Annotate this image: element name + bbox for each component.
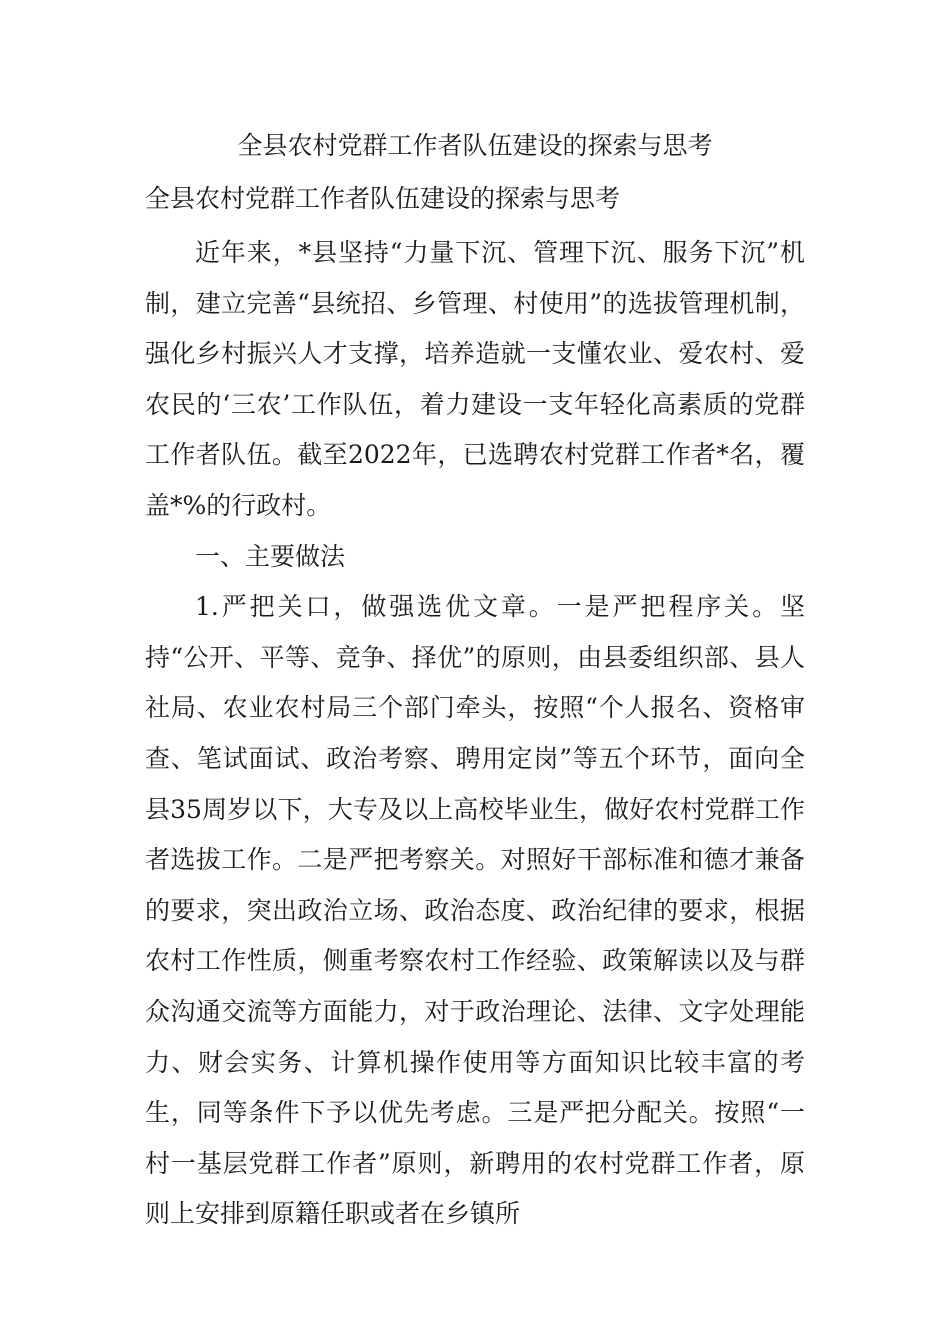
paragraph-strict-gatekeeping: 1.严把关口，做强选优文章。一是严把程序关。坚持“公开、平等、竞争、择优”的原则，由县委组织部、县人社局、农业农村局三个部门牵头，按照“个人报名、资格审查、笔试面试、政治考察、聘用定岗”等五个环节，面向全县35周岁以下，大专及以上高校毕业生，做好农村党群工作者选拔工作。二是严把考察关。对照好干部标准和德才兼备的要求，突出政治立场、政治态度、政治纪律的要求，根据农村工作性质，侧重考察农村工作经验、政策解读以及与群众沟通交流等方面能力，对于政治理论、法律、文字处理能力、财会实务、计算机操作使用等方面知识比较丰富的考生，同等条件下予以优先考虑。三是严把分配关。按照“一村一基层党群工作者”原则，新聘用的农村党群工作者，原则上安排到原籍任职或者在乡镇所: [145, 592, 805, 1229]
document-subtitle: 全县农村党群工作者队伍建设的探索与思考: [145, 184, 621, 213]
paragraph-intro: 近年来，*县坚持“力量下沉、管理下沉、服务下沉”机制，建立完善“县统招、乡管理、村使用”的选拔管理机制，强化乡村振兴人才支撑，培养造就一支懂农业、爱农村、爱农民的‘三农’工作队伍，着力建设一支年轻化高素质的党群工作者队伍。截至2022年，已选聘农村党群工作者*名，覆盖*%的行政村。: [145, 238, 805, 520]
document-body: [145, 228, 805, 1240]
section-heading-main-practices: 一、主要做法: [195, 541, 346, 571]
document-title: 全县农村党群工作者队伍建设的探索与思考: [237, 131, 713, 160]
